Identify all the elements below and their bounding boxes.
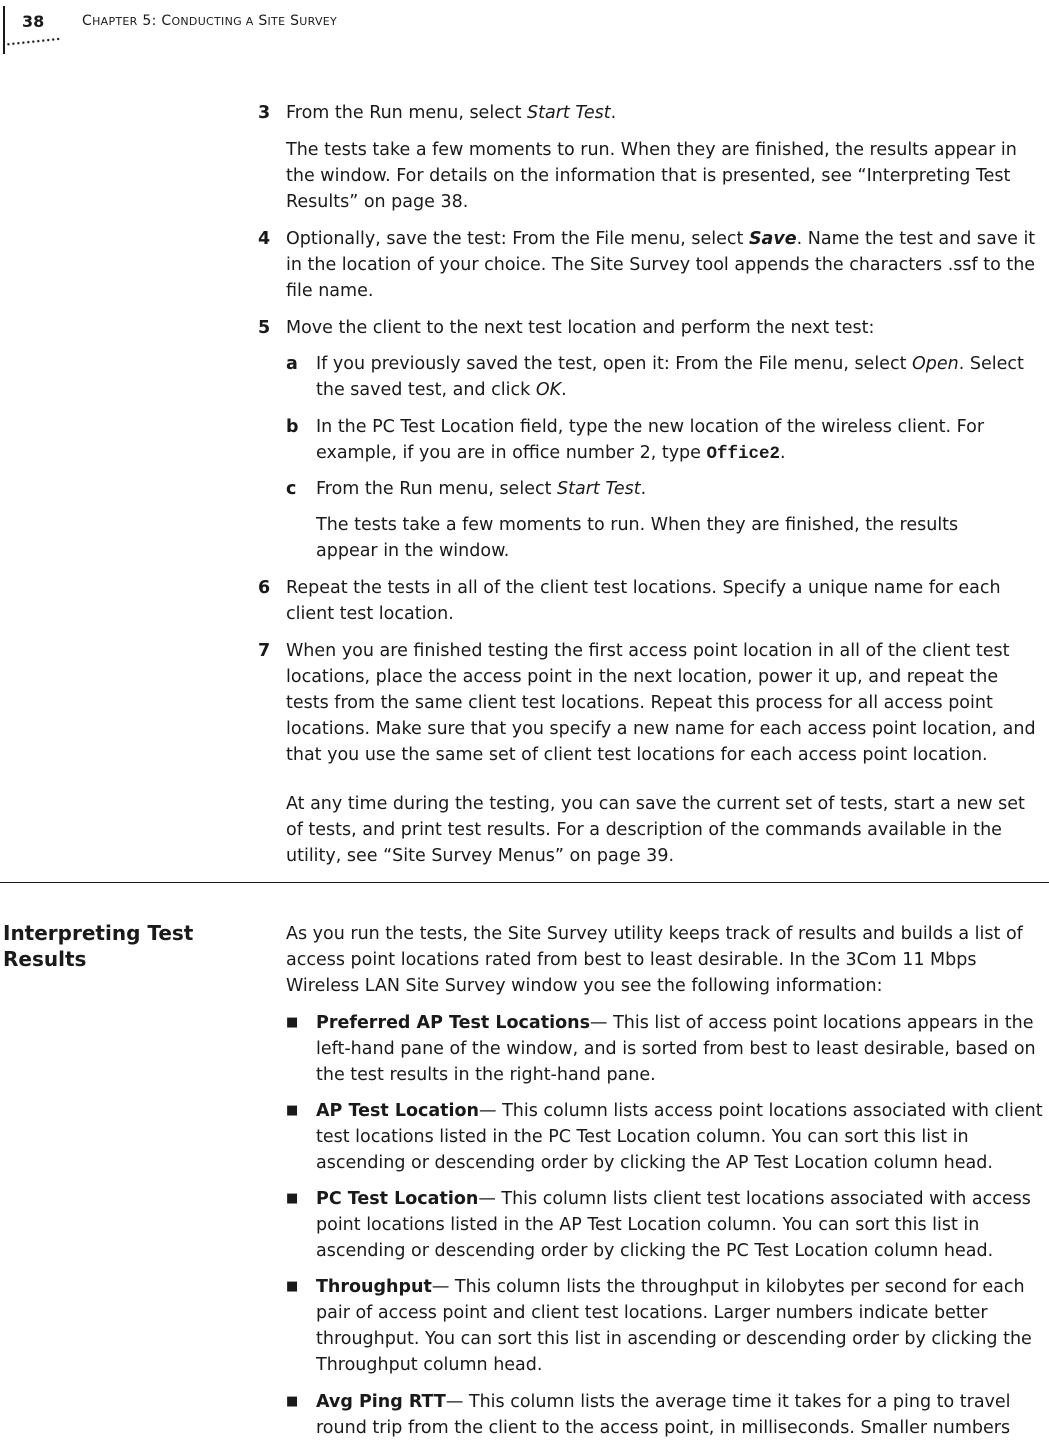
bullet-item: AP Test Location— This column lists access point locations associated with client test locations listed in the PC Test Location column. You can sort this list in ascending or descending order by clicking the AP Test Location column head. bbox=[316, 1101, 1043, 1173]
bullet-square-icon: ■ bbox=[286, 1103, 299, 1118]
bullet-square-icon: ■ bbox=[286, 1279, 299, 1294]
bullet-item: Avg Ping RTT— This column lists the average time it takes for a ping to travel round trip from the client to the access point, in milliseconds. Smaller numbers bbox=[316, 1392, 1011, 1438]
step-number: 5 bbox=[258, 318, 271, 338]
header-rule bbox=[3, 6, 5, 54]
bullet-square-icon: ■ bbox=[286, 1394, 299, 1409]
step-number: 4 bbox=[258, 229, 271, 249]
step-3-paragraph: The tests take a few moments to run. When they are finished, the results appear in the window. For details on the information that is presented, see “Interpreting Test Results” on page 38. bbox=[286, 140, 1017, 212]
page-number: 38 bbox=[22, 12, 45, 31]
section-intro: As you run the tests, the Site Survey utility keeps track of results and builds a list of access point locations rated from best to least desirable. In the 3Com 11 Mbps Wireless LAN Site Survey window you see the following information: bbox=[286, 924, 1023, 996]
step-number: 7 bbox=[258, 641, 271, 661]
substep-letter: c bbox=[286, 479, 297, 499]
step-5-text: Move the client to the next test location and perform the next test: bbox=[286, 318, 875, 338]
substep-letter: a bbox=[286, 354, 298, 374]
step-4-text: Optionally, save the test: From the File menu, select Save. Name the test and save it in the location of your choice. The Site Survey tool appends the characters .ssf to the file name. bbox=[286, 229, 1036, 301]
header-dots-decoration bbox=[6, 36, 60, 48]
bullet-item: Throughput— This column lists the throughput in kilobytes per second for each pair of access point and client test locations. Larger numbers indicate better throughput. You can sort this list in ascending or descending order by clicking the Throughput column head. bbox=[316, 1277, 1032, 1375]
substep-c-paragraph: The tests take a few moments to run. When they are finished, the results appear in the window. bbox=[316, 515, 959, 561]
bullet-item: PC Test Location— This column lists client test locations associated with access point locations listed in the AP Test Location column. You can sort this list in ascending or descending order by clicking the PC Test Location column head. bbox=[316, 1189, 1031, 1261]
substep-a-text: If you previously saved the test, open it: From the File menu, select Open. Select the saved test, and click OK. bbox=[316, 354, 1024, 400]
section-heading: Interpreting Test Results bbox=[3, 921, 194, 971]
chapter-title: CHAPTER 5: CONDUCTING A SITE SURVEY bbox=[82, 13, 338, 29]
bullet-square-icon: ■ bbox=[286, 1015, 299, 1030]
step-number: 3 bbox=[258, 103, 271, 123]
step-6-text: Repeat the tests in all of the client test locations. Specify a unique name for each client test location. bbox=[286, 578, 1001, 624]
substep-letter: b bbox=[286, 417, 299, 437]
section-divider bbox=[0, 882, 1049, 883]
step-7-text: When you are finished testing the first access point location in all of the client test locations, place the access point in the next location, power it up, and repeat the tests from the same client test locations. Repeat this process for all access point locations. Make sure that you specify a new name for each access point location, and that you use the same set of client test locations for each access point location. bbox=[286, 641, 1036, 765]
substep-b-text: In the PC Test Location field, type the new location of the wireless client. For example, if you are in office number 2, type Office2. bbox=[316, 417, 985, 464]
closing-paragraph: At any time during the testing, you can save the current set of tests, start a new set of tests, and print test results. For a description of the commands available in the utility, see “Site Survey Menus” on page 39. bbox=[286, 794, 1025, 866]
bullet-item: Preferred AP Test Locations— This list of access point locations appears in the left-hand pane of the window, and is sorted from best to least desirable, based on the test results in the right-hand pane. bbox=[316, 1013, 1036, 1085]
substep-c-text: From the Run menu, select Start Test. bbox=[316, 479, 647, 499]
step-number: 6 bbox=[258, 578, 271, 598]
step-3-text: From the Run menu, select Start Test. bbox=[286, 103, 617, 123]
bullet-square-icon: ■ bbox=[286, 1191, 299, 1206]
